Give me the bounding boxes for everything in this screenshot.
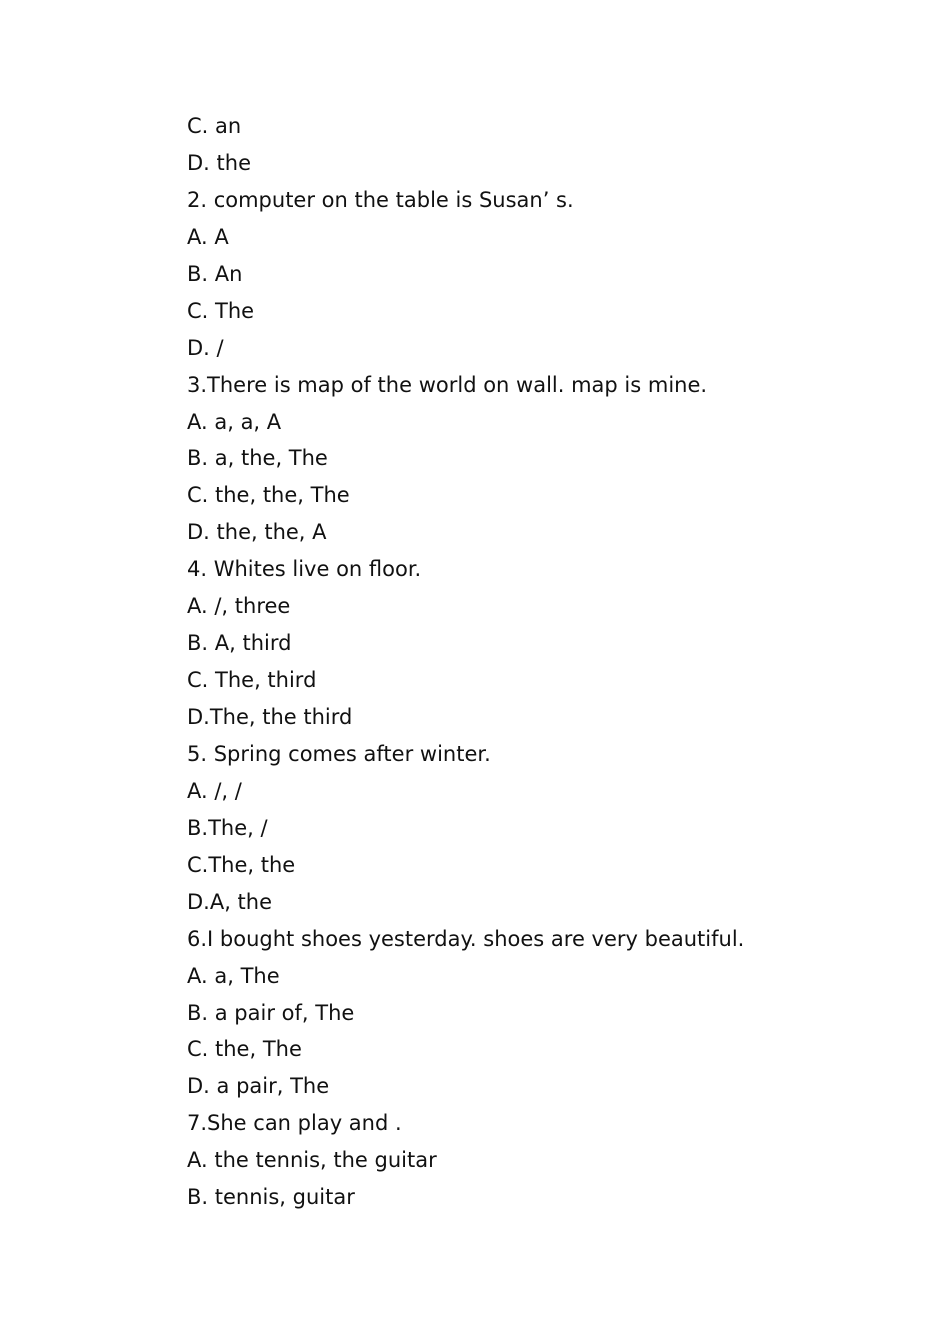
option-line: A. /, /	[187, 778, 242, 803]
option-line: D. the, the, A	[187, 520, 327, 545]
option-line: B. a pair of, The	[187, 1000, 355, 1025]
option-line: C. the, The	[187, 1037, 302, 1062]
option-line: B. An	[187, 261, 243, 286]
option-line: B. a, the, The	[187, 446, 328, 471]
option-line: C. an	[187, 114, 242, 138]
option-line: B. tennis, guitar	[187, 1185, 355, 1210]
option-line: D. /	[187, 335, 224, 360]
option-line: C. The, third	[187, 668, 317, 693]
quiz-content	[187, 108, 887, 1216]
option-line: D.A, the	[187, 889, 273, 914]
option-line: B.The, /	[187, 815, 268, 840]
option-line: B. A, third	[187, 631, 292, 656]
question-line: 7.She can play and .	[187, 1111, 402, 1136]
option-line: C.The, the	[187, 852, 296, 877]
question-line: 5. Spring comes after winter.	[187, 741, 491, 766]
option-line: D. a pair, The	[187, 1074, 330, 1099]
question-line: 4. Whites live on floor.	[187, 557, 422, 582]
option-line: A. a, The	[187, 963, 280, 988]
question-line: 2. computer on the table is Susan’ s.	[187, 187, 574, 212]
option-line: A. the tennis, the guitar	[187, 1148, 437, 1173]
question-line: 6.I bought shoes yesterday. shoes are very beautiful.	[187, 926, 745, 951]
option-line: A. /, three	[187, 594, 291, 619]
option-line: C. the, the, The	[187, 483, 350, 508]
option-line: A. a, a, A	[187, 409, 282, 434]
option-line: D. the	[187, 150, 251, 175]
question-line: 3.There is map of the world on wall. map is mine.	[187, 372, 708, 397]
option-line: D.The, the third	[187, 705, 353, 729]
option-line: A. A	[187, 224, 229, 249]
option-line: C. The	[187, 298, 255, 323]
